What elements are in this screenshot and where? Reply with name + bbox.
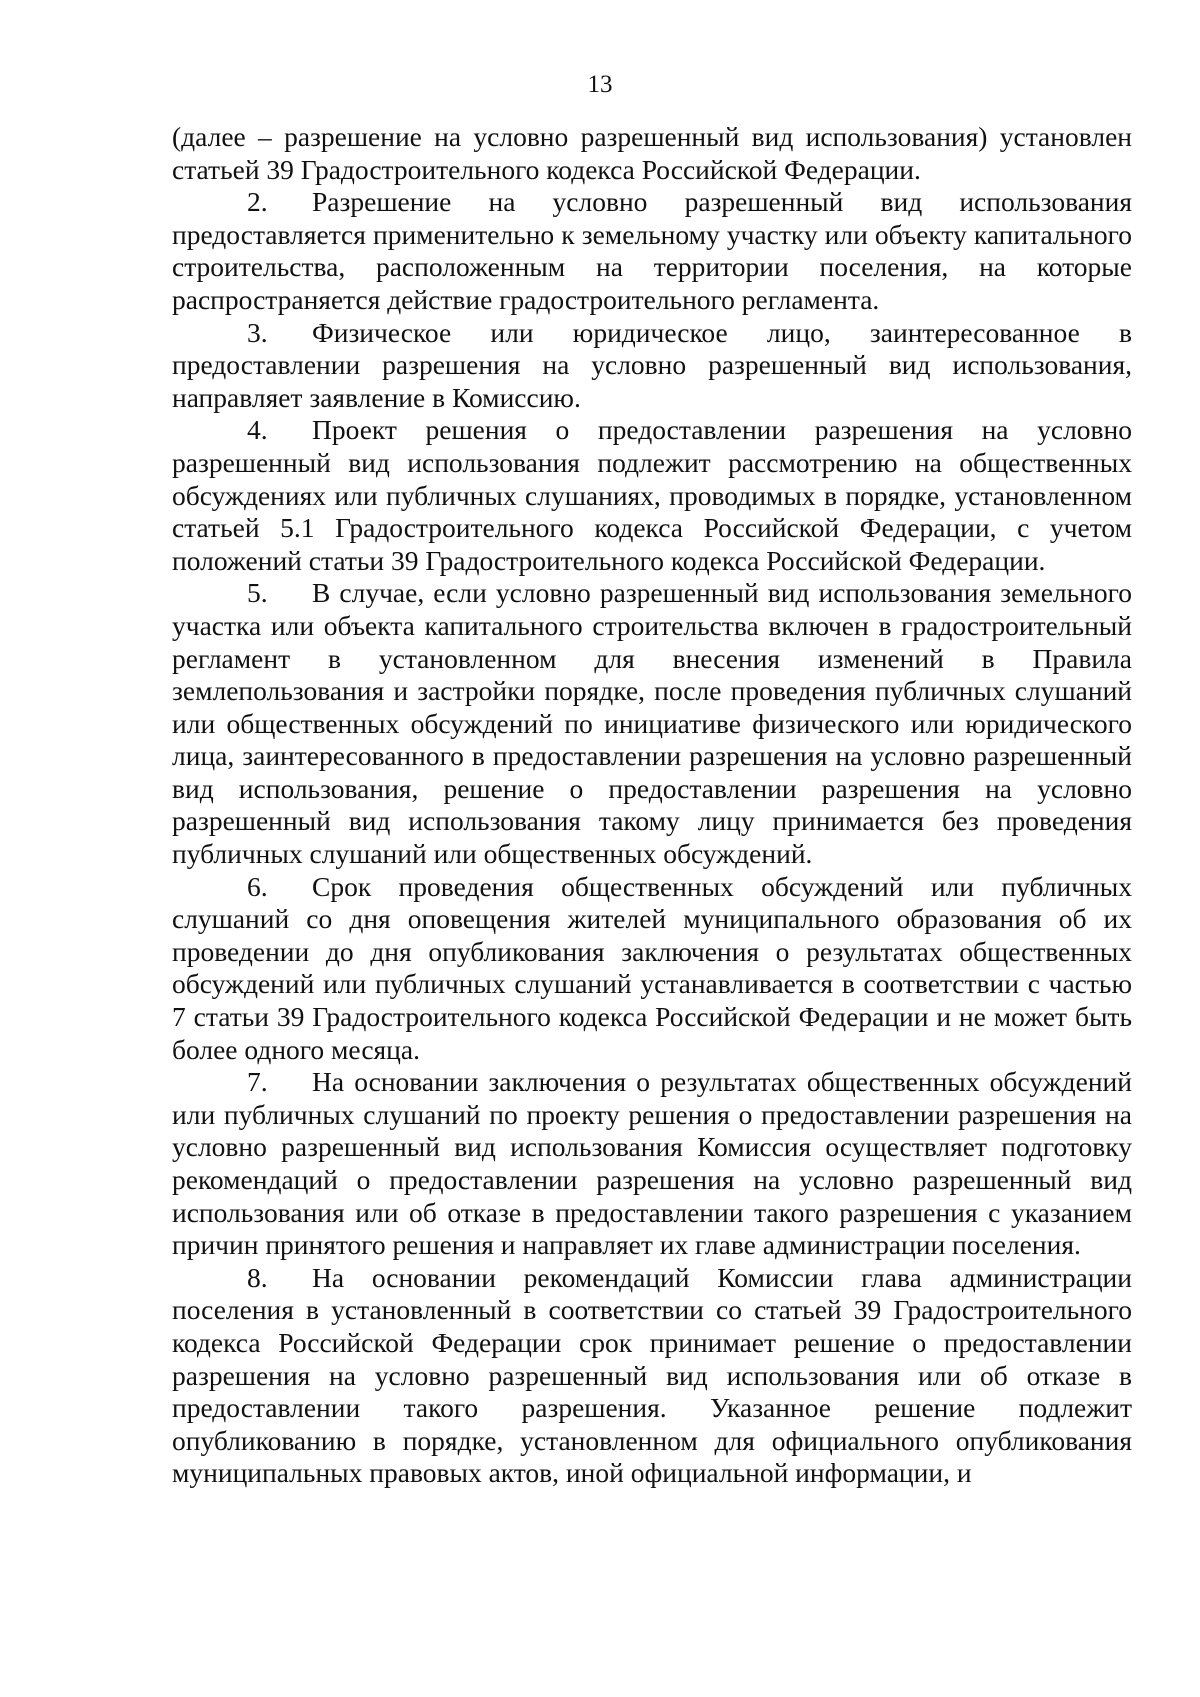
paragraph-number: 2. bbox=[247, 186, 268, 218]
paragraph-text: На основании заключения о результатах общественных обсуждений или публичных слушаний по проекту решения о предоставлении разрешения на условно разрешенный вид использования Комиссия осуществляет подготовку рекомендаций о предоставлении разрешения на условно разрешенный вид использования или об отказе в предоставлении такого разрешения с указанием причин принятого решения и направляет их главе администрации поселения. bbox=[172, 1066, 1132, 1261]
document-body bbox=[172, 121, 1132, 1490]
paragraph-4 bbox=[172, 414, 1132, 577]
paragraph-number: 7. bbox=[247, 1066, 268, 1098]
paragraph-text: Проект решения о предоставлении разрешения на условно разрешенный вид использования подлежит рассмотрению на общественных обсуждениях или публичных слушаниях, проводимых в порядке, установленном статьей 5.1 Градостроительного кодекса Российской Федерации, с учетом положений статьи 39 Градостроительного кодекса Российской Федерации. bbox=[172, 414, 1132, 576]
paragraph-text: (далее – разрешение на условно разрешенный вид использования) установлен статьей 39 Градостроительного кодекса Российской Федерации. bbox=[172, 121, 1132, 185]
paragraph-3 bbox=[172, 317, 1132, 415]
paragraph-text: На основании рекомендаций Комиссии глава администрации поселения в установленный в соответствии со статьей 39 Градостроительного кодекса Российской Федерации срок принимает решение о предоставлении разрешения на условно разрешенный вид использования или об отказе в предоставлении такого разрешения. Указанное решение подлежит опубликованию в порядке, установленном для официального опубликования муниципальных правовых актов, иной официальной информации, и bbox=[172, 1261, 1132, 1489]
paragraph-text: В случае, если условно разрешенный вид использования земельного участка или объекта капитального строительства включен в градостроительный регламент в установленном для внесения изменений в Правила землепользования и застройки порядке, после проведения публичных слушаний или общественных обсуждений по инициативе физического или юридического лица, заинтересованного в предоставлении разрешения на условно разрешенный вид использования, решение о предоставлении разрешения на условно разрешенный вид использования такому лицу принимается без проведения публичных слушаний или общественных обсуждений. bbox=[172, 577, 1132, 870]
paragraph-7 bbox=[172, 1066, 1132, 1262]
paragraph-continuation bbox=[172, 121, 1132, 186]
paragraph-2 bbox=[172, 186, 1132, 316]
paragraph-number: 3. bbox=[247, 316, 268, 348]
paragraph-text: Физическое или юридическое лицо, заинтересованное в предоставлении разрешения на условно разрешенный вид использования, направляет заявление в Комиссию. bbox=[172, 316, 1132, 413]
paragraph-number: 6. bbox=[247, 870, 268, 902]
paragraph-6 bbox=[172, 871, 1132, 1067]
paragraph-number: 8. bbox=[247, 1261, 268, 1293]
paragraph-number: 4. bbox=[247, 414, 268, 446]
paragraph-number: 5. bbox=[247, 577, 268, 609]
paragraph-5 bbox=[172, 577, 1132, 870]
paragraph-text: Срок проведения общественных обсуждений или публичных слушаний со дня оповещения жителей муниципального образования об их проведении до дня опубликования заключения о результатах общественных обсуждений или публичных слушаний устанавливается в соответствии с частью 7 статьи 39 Градостроительного кодекса Российской Федерации и не может быть более одного месяца. bbox=[172, 870, 1132, 1065]
page-number: 13 bbox=[587, 71, 613, 98]
paragraph-text: Разрешение на условно разрешенный вид использования предоставляется применительно к земельному участку или объекту капитального строительства, расположенным на территории поселения, на которые распространяется действие градостроительного регламента. bbox=[172, 186, 1132, 315]
paragraph-8 bbox=[172, 1262, 1132, 1490]
